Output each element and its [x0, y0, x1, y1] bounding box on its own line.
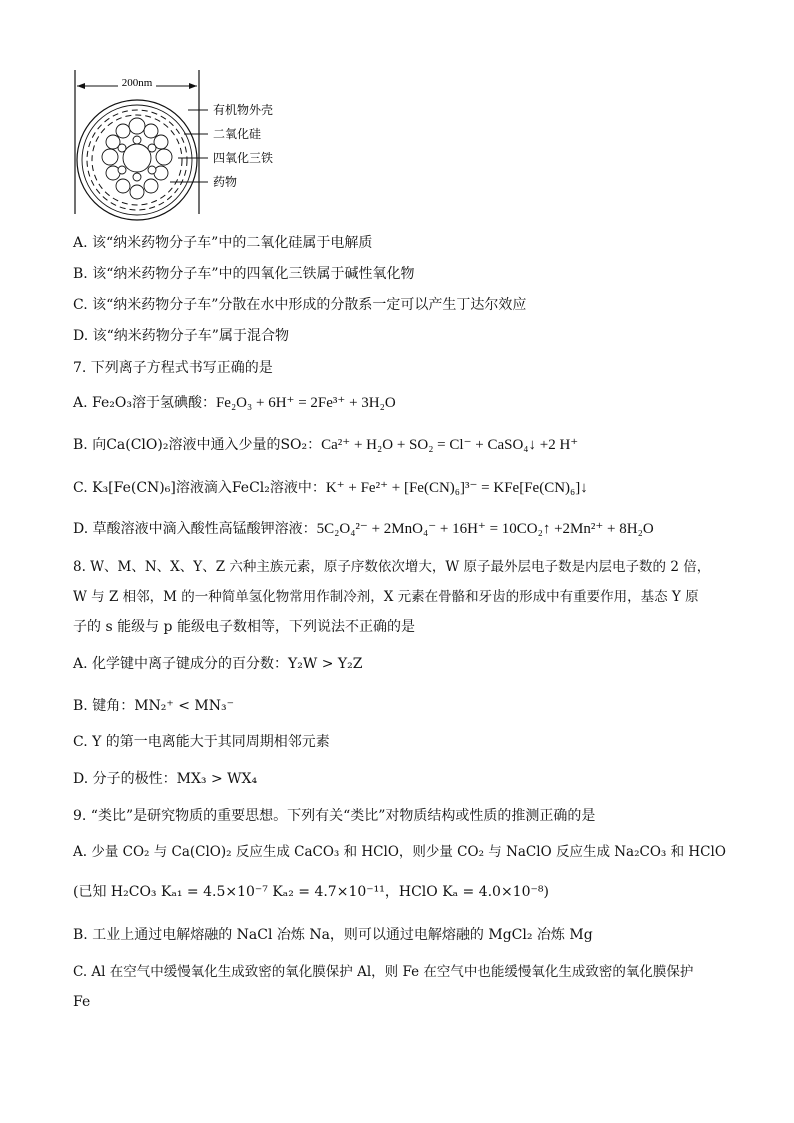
q9-option-c-line1: C. Al 在空气中缓慢氧化生成致密的氧化膜保护 Al，则 Fe 在空气中也能缓慢氧化生成致密的氧化膜保护 [73, 964, 694, 980]
q6-option-a: A. 该“纳米药物分子车”中的二氧化硅属于电解质 [73, 235, 373, 251]
scale-label: 200nm [121, 77, 153, 89]
q9-option-a-note: (已知 H₂CO₃ Kₐ₁ = 4.5×10⁻⁷ Kₐ₂ = 4.7×10⁻¹¹，HClO Kₐ = 4.0×10⁻⁸) [73, 884, 549, 900]
q7-c-equation: K⁺ + Fe²⁺ + [Fe(CN)₆]³⁻ = KFe[Fe(CN)₆]↓ [325, 480, 588, 496]
q7-c-text: C. K₃[Fe(CN)₆]溶液滴入FeCl₂溶液中： [73, 480, 326, 496]
q9-stem: 9. “类比”是研究物质的重要思想。下列有关“类比”对物质结构或性质的推测正确的是 [73, 808, 596, 824]
q7-a-equation: Fe₂O₃ + 6H⁺ = 2Fe³⁺ + 3H₂O [215, 395, 396, 411]
q7-b-equation: Ca²⁺ + H₂O + SO₂ = Cl⁻ + CaSO₄↓ +2 H⁺ [321, 437, 579, 453]
q6-option-d: D. 该“纳米药物分子车”属于混合物 [73, 328, 289, 344]
label-fe3o4: 四氧化三铁 [213, 151, 274, 165]
q8-option-a: A. 化学键中离子键成分的百分数：Y₂W > Y₂Z [73, 656, 363, 672]
q7-stem: 7. 下列离子方程式书写正确的是 [73, 360, 273, 376]
q8-stem-1: 8. W、M、N、X、Y、Z 六种主族元素，原子序数依次增大，W 原子最外层电子数是内层电子数的 2 倍， [73, 559, 711, 575]
label-silica: 二氧化硅 [213, 127, 262, 141]
label-organic-shell: 有机物外壳 [213, 103, 274, 117]
q9-option-c-line2: Fe [73, 994, 91, 1010]
q7-b-text: B. 向Ca(ClO)₂溶液中通入少量的SO₂： [73, 437, 322, 453]
q7-d-text: D. 草酸溶液中滴入酸性高锰酸钾溶液： [73, 521, 317, 537]
nanoparticle-diagram [66, 62, 286, 224]
q7-d-equation: 5C₂O₄²⁻ + 2MnO₄⁻ + 16H⁺ = 10CO₂↑ +2Mn²⁺ + 8H₂O [316, 521, 654, 537]
q6-option-b: B. 该“纳米药物分子车”中的四氧化三铁属于碱性氧化物 [73, 266, 415, 282]
q9-option-b: B. 工业上通过电解熔融的 NaCl 冶炼 Na，则可以通过电解熔融的 MgCl₂ 冶炼 Mg [73, 927, 593, 943]
q7-a-text: A. Fe₂O₃溶于氢碘酸： [73, 395, 216, 411]
q8-option-d: D. 分子的极性：MX₃ > WX₄ [73, 771, 258, 787]
q7-option-d [73, 519, 654, 539]
q7-option-b [73, 435, 578, 455]
q8-option-c: C. Y 的第一电离能大于其同周期相邻元素 [73, 734, 330, 750]
label-drug: 药物 [213, 175, 238, 189]
q9-option-a: A. 少量 CO₂ 与 Ca(ClO)₂ 反应生成 CaCO₃ 和 HClO，则少量 CO₂ 与 NaClO 反应生成 Na₂CO₃ 和 HClO [73, 844, 726, 860]
q7-option-a [73, 393, 396, 413]
q7-option-c [73, 478, 588, 498]
q6-option-c: C. 该“纳米药物分子车”分散在水中形成的分散系一定可以产生丁达尔效应 [73, 297, 527, 313]
q8-stem-2: W 与 Z 相邻，M 的一种简单氢化物常用作制冷剂，X 元素在骨骼和牙齿的形成中有重要作用，基态 Y 原 [73, 589, 699, 605]
q8-option-b: B. 键角：MN₂⁺ < MN₃⁻ [73, 698, 234, 714]
q8-stem-3: 子的 s 能级与 p 能级电子数相等，下列说法不正确的是 [73, 619, 415, 635]
